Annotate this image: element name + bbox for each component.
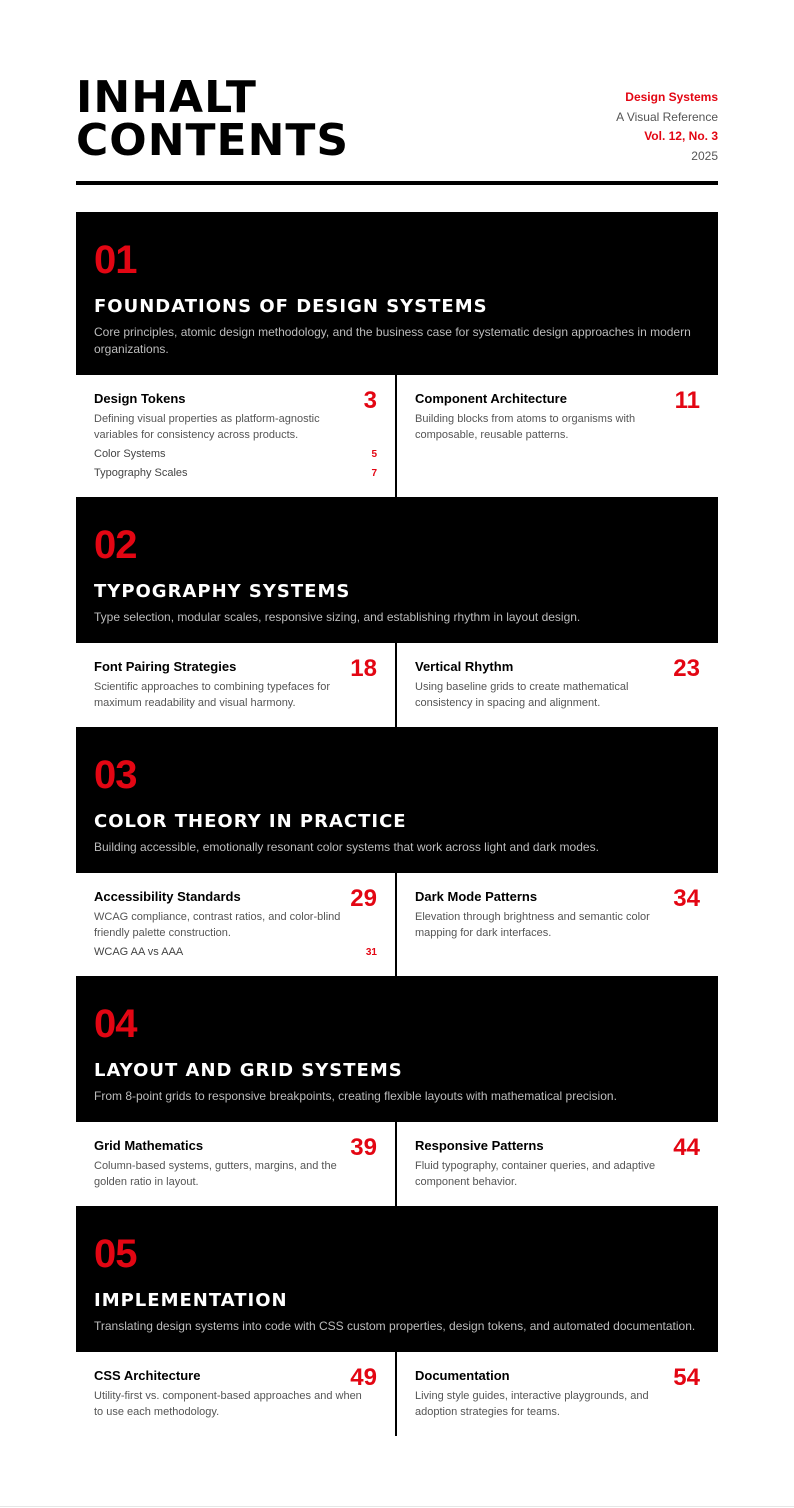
- sub-entry-title: WCAG AA vs AAA: [94, 946, 184, 958]
- section-list: [76, 212, 718, 1436]
- section-description: Type selection, modular scales, responsive sizing, and establishing rhythm in layout design.: [94, 610, 581, 624]
- section-number: 01: [94, 238, 137, 282]
- publication-meta: [616, 88, 718, 166]
- publication-subtitle: A Visual Reference: [616, 109, 718, 124]
- publication-volume: Vol. 12, No. 3: [644, 129, 718, 143]
- publication-year: 2025: [691, 148, 718, 163]
- entry-page-number[interactable]: 18: [350, 655, 377, 682]
- section-header: [76, 497, 718, 643]
- toc-entry[interactable]: [76, 375, 397, 497]
- entry-description: Using baseline grids to create mathematical consistency in spacing and alignment.: [415, 681, 629, 709]
- entry-heading-row: [415, 655, 700, 682]
- toc-entry[interactable]: [397, 643, 718, 727]
- entry-page-number[interactable]: 39: [350, 1134, 377, 1161]
- section-description: Core principles, atomic design methodology, and the business case for systematic design approaches in modern organizations.: [94, 325, 691, 356]
- section-entries: [76, 873, 718, 976]
- entry-title[interactable]: Font Pairing Strategies: [94, 659, 237, 674]
- sub-entry-page-number: 7: [371, 468, 377, 479]
- entry-description: WCAG compliance, contrast ratios, and color-blind friendly palette construction.: [94, 911, 341, 939]
- entry-description: Living style guides, interactive playgrounds, and adoption strategies for teams.: [415, 1390, 649, 1418]
- entry-description: Defining visual properties as platform-agnostic variables for consistency across products.: [94, 413, 320, 441]
- toc-section: [76, 1206, 718, 1436]
- entry-page-number[interactable]: 54: [673, 1364, 700, 1391]
- section-entries: [76, 1352, 718, 1436]
- header-divider: [76, 181, 718, 185]
- section-number: 05: [94, 1232, 137, 1276]
- section-entries: [76, 375, 718, 497]
- entry-title[interactable]: Grid Mathematics: [94, 1138, 204, 1153]
- entry-heading-row: [94, 387, 377, 414]
- entry-page-number[interactable]: 29: [350, 885, 377, 912]
- page-header: [76, 0, 718, 186]
- sub-entry[interactable]: [94, 446, 377, 462]
- section-title[interactable]: LAYOUT AND GRID SYSTEMS: [94, 1060, 403, 1081]
- toc-entry[interactable]: [76, 643, 397, 727]
- entry-page-number[interactable]: 34: [673, 885, 700, 912]
- entry-title[interactable]: Component Architecture: [415, 391, 567, 406]
- sub-entry-title: Typography Scales: [94, 467, 188, 479]
- sub-entry[interactable]: [94, 944, 377, 960]
- section-description: Building accessible, emotionally resonant color systems that work across light and dark modes.: [94, 840, 599, 854]
- section-header: [76, 976, 718, 1122]
- entry-heading-row: [94, 1364, 377, 1391]
- entry-title[interactable]: CSS Architecture: [94, 1368, 201, 1383]
- section-number: 04: [94, 1002, 137, 1046]
- entry-title[interactable]: Vertical Rhythm: [415, 659, 514, 674]
- sub-entry-page-number: 31: [365, 947, 377, 958]
- section-number: 03: [94, 753, 137, 797]
- sub-entry[interactable]: [94, 465, 377, 481]
- entry-page-number[interactable]: 11: [674, 387, 700, 414]
- section-title[interactable]: FOUNDATIONS OF DESIGN SYSTEMS: [94, 296, 488, 317]
- entry-heading-row: [94, 1134, 377, 1161]
- section-header: [76, 727, 718, 873]
- sub-entry-page-number: 5: [371, 449, 377, 460]
- section-title[interactable]: COLOR THEORY IN PRACTICE: [94, 811, 407, 832]
- entry-title[interactable]: Dark Mode Patterns: [415, 889, 538, 904]
- entry-title[interactable]: Responsive Patterns: [415, 1138, 544, 1153]
- entry-title[interactable]: Documentation: [415, 1368, 510, 1383]
- entry-heading-row: [94, 885, 377, 912]
- toc-entry[interactable]: [397, 1122, 718, 1206]
- entry-title[interactable]: Design Tokens: [94, 391, 186, 406]
- section-title[interactable]: IMPLEMENTATION: [94, 1290, 288, 1311]
- section-header: [76, 212, 718, 375]
- section-entries: [76, 1122, 718, 1206]
- sub-entry-title: Color Systems: [94, 448, 166, 460]
- entry-heading-row: [415, 885, 700, 912]
- toc-entry[interactable]: [76, 1122, 397, 1206]
- title-line-english: CONTENTS: [76, 115, 350, 166]
- toc-entry[interactable]: [76, 873, 397, 976]
- entry-page-number[interactable]: 44: [673, 1134, 700, 1161]
- section-title[interactable]: TYPOGRAPHY SYSTEMS: [94, 581, 351, 602]
- page-bottom-edge: [0, 1506, 794, 1507]
- entry-description: Building blocks from atoms to organisms with composable, reusable patterns.: [415, 413, 636, 441]
- toc-entry[interactable]: [397, 873, 718, 976]
- section-description: Translating design systems into code with CSS custom properties, design tokens, and automated documentation.: [94, 1319, 696, 1333]
- entry-description: Elevation through brightness and semantic color mapping for dark interfaces.: [415, 911, 650, 939]
- entry-title[interactable]: Accessibility Standards: [94, 889, 241, 904]
- entry-heading-row: [415, 1134, 700, 1161]
- toc-section: [76, 727, 718, 976]
- table-of-contents-page: [76, 0, 718, 1418]
- entry-heading-row: [415, 1364, 700, 1391]
- toc-entry[interactable]: [397, 375, 718, 497]
- entry-page-number[interactable]: 23: [673, 655, 700, 682]
- entry-description: Fluid typography, container queries, and adaptive component behavior.: [415, 1160, 656, 1188]
- toc-section: [76, 976, 718, 1206]
- publication-name: Design Systems: [625, 90, 718, 104]
- entry-page-number[interactable]: 49: [350, 1364, 377, 1391]
- section-header: [76, 1206, 718, 1352]
- entry-description: Scientific approaches to combining typefaces for maximum readability and visual harmony.: [94, 681, 331, 709]
- entry-description: Utility-first vs. component-based approaches and when to use each methodology.: [94, 1390, 362, 1418]
- entry-heading-row: [415, 387, 700, 414]
- entry-description: Column-based systems, gutters, margins, and the golden ratio in layout.: [94, 1160, 337, 1188]
- section-entries: [76, 643, 718, 727]
- toc-section: [76, 212, 718, 497]
- toc-entry[interactable]: [76, 1352, 397, 1436]
- toc-entry[interactable]: [397, 1352, 718, 1436]
- section-description: From 8-point grids to responsive breakpoints, creating flexible layouts with mathematical precision.: [94, 1089, 617, 1103]
- entry-page-number[interactable]: 3: [363, 387, 377, 414]
- section-number: 02: [94, 523, 137, 567]
- title-line-german: INHALT: [76, 72, 257, 123]
- page-title: [76, 72, 350, 166]
- entry-heading-row: [94, 655, 377, 682]
- toc-section: [76, 497, 718, 727]
